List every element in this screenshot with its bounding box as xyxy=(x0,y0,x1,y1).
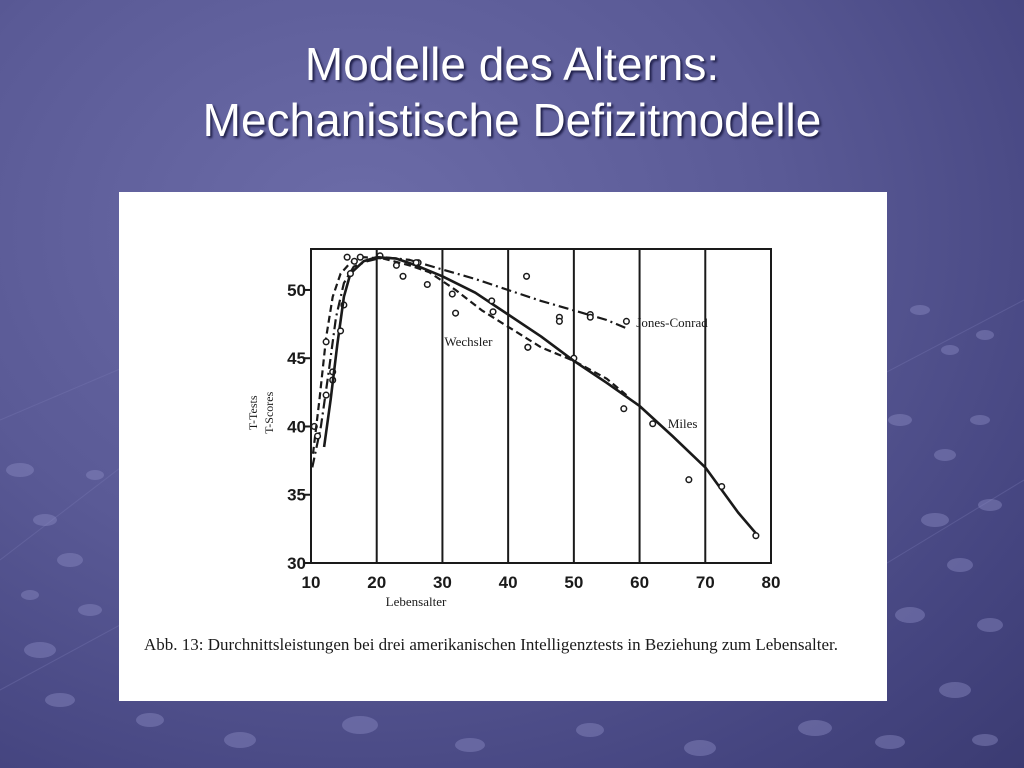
background-bubble xyxy=(941,345,959,355)
background-bubble xyxy=(33,514,57,526)
data-point-miles-10 xyxy=(719,484,725,490)
data-point-miles-11 xyxy=(753,533,759,539)
data-point-miles-4 xyxy=(413,260,419,266)
background-bubble xyxy=(970,415,990,425)
y-axis-label-line-2: T-Scores xyxy=(262,391,276,434)
x-tick-label-10: 10 xyxy=(301,573,321,592)
data-point-wechsler-5 xyxy=(357,254,363,260)
series-line-wechsler xyxy=(313,257,626,454)
y-tick-label-45: 45 xyxy=(287,349,306,369)
series-label-wechsler: Wechsler xyxy=(444,333,493,349)
background-bubble xyxy=(798,720,832,736)
background-bubble xyxy=(895,607,925,623)
background-bubble xyxy=(57,553,83,567)
data-point-jones-conrad-9 xyxy=(587,314,593,320)
data-point-wechsler-3 xyxy=(344,254,350,260)
background-bubble xyxy=(6,463,34,477)
x-tick-label-50: 50 xyxy=(564,573,584,592)
y-axis-label-line-1: T-Tests xyxy=(246,395,260,431)
background-bubble xyxy=(86,470,104,480)
slide-title xyxy=(0,36,1024,148)
data-point-wechsler-1 xyxy=(323,339,329,345)
data-point-miles-9 xyxy=(686,477,692,483)
background-bubble xyxy=(972,734,998,746)
background-bubble xyxy=(934,449,956,461)
data-point-miles-6 xyxy=(489,298,495,304)
x-tick-label-80: 80 xyxy=(761,573,781,592)
background-bubble xyxy=(939,682,971,698)
series-line-miles xyxy=(324,257,758,536)
data-point-miles-3 xyxy=(348,271,354,277)
data-point-miles-1 xyxy=(315,433,321,439)
background-bubble xyxy=(977,618,1003,632)
background-bubble xyxy=(21,590,39,600)
data-point-miles-2 xyxy=(338,328,344,334)
data-point-wechsler-15 xyxy=(621,406,627,412)
x-tick-label-60: 60 xyxy=(630,573,650,592)
background-bubble xyxy=(684,740,716,756)
background-bubble xyxy=(978,499,1002,511)
background-bubble xyxy=(224,732,256,748)
x-tick-label-40: 40 xyxy=(498,573,518,592)
background-bubble xyxy=(976,330,994,340)
data-point-wechsler-10 xyxy=(425,282,431,288)
x-tick-label-20: 20 xyxy=(367,573,387,592)
background-bubble xyxy=(947,558,973,572)
background-bubble xyxy=(875,735,905,749)
figure-caption: Abb. 13: Durchnittsleistungen bei drei amerikanischen Intelligenztests in Beziehung zum Lebensalter. xyxy=(144,635,838,654)
data-point-jones-conrad-10 xyxy=(624,319,630,325)
series-label-jones-conrad: Jones-Conrad xyxy=(636,314,708,330)
background-bubble xyxy=(78,604,102,616)
data-point-jones-conrad-5 xyxy=(524,274,530,280)
plot-frame xyxy=(311,249,771,563)
data-point-miles-7 xyxy=(525,344,531,350)
y-tick-label-50: 50 xyxy=(287,280,306,300)
x-axis-label: Lebensalter xyxy=(385,594,447,609)
data-point-miles-5 xyxy=(449,291,455,297)
data-point-wechsler-8 xyxy=(400,274,406,280)
figure-panel xyxy=(119,192,887,701)
data-point-wechsler-11 xyxy=(453,310,459,316)
x-tick-label-70: 70 xyxy=(695,573,715,592)
data-point-jones-conrad-7 xyxy=(557,319,563,325)
background-bubble xyxy=(45,693,75,707)
data-point-wechsler-4 xyxy=(352,258,358,264)
background-bubble xyxy=(455,738,485,752)
data-point-miles-8 xyxy=(650,421,656,427)
data-point-jones-conrad-2 xyxy=(323,392,329,398)
chart xyxy=(119,192,887,632)
background-bubble xyxy=(910,305,930,315)
background-bubble xyxy=(342,716,378,734)
data-point-wechsler-7 xyxy=(394,263,400,269)
slide-title-line-2: Mechanistische Defizitmodelle xyxy=(202,94,822,146)
series-label-miles: Miles xyxy=(667,415,698,431)
slide-title-line-1: Modelle des Alterns: xyxy=(304,38,720,90)
background-bubble xyxy=(576,723,604,737)
y-tick-label-35: 35 xyxy=(287,485,306,505)
background-bubble xyxy=(24,642,56,658)
background-bubble xyxy=(888,414,912,426)
background-bubble xyxy=(921,513,949,527)
background-bubble xyxy=(136,713,164,727)
x-tick-label-30: 30 xyxy=(432,573,452,592)
data-point-wechsler-12 xyxy=(490,309,496,315)
y-tick-label-30: 30 xyxy=(287,554,306,573)
y-tick-label-40: 40 xyxy=(287,417,306,437)
